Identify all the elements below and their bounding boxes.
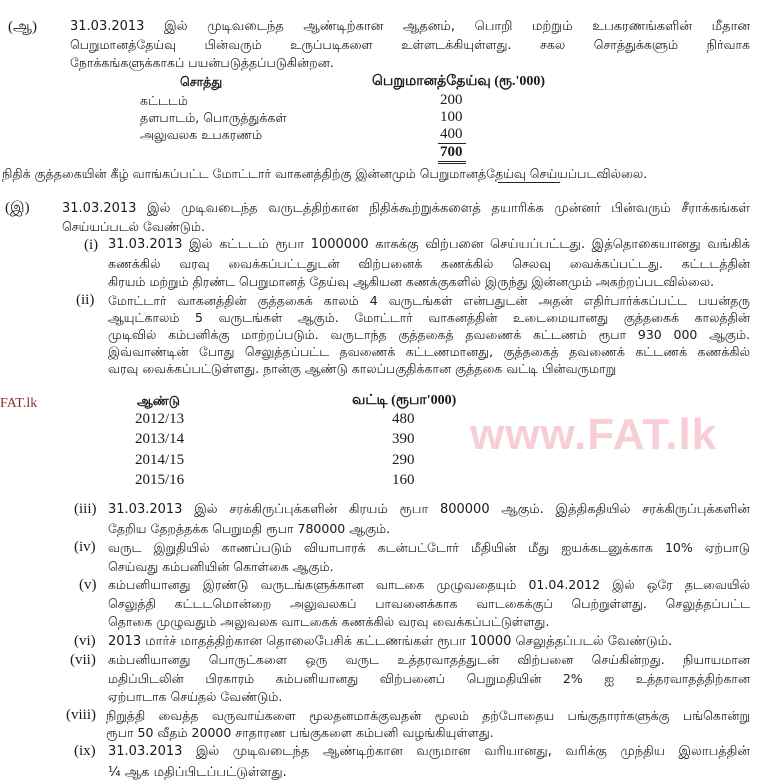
item-viii-label: (viii)	[66, 707, 96, 723]
text-line: செய்வது கம்பனியின் கொள்கை ஆகும்.	[108, 559, 334, 574]
interest-year: 2015/16	[135, 472, 185, 488]
interest-value: 160	[392, 472, 415, 488]
text-line: ஏற்பாடாக செய்தல் வேண்டும்.	[108, 689, 283, 704]
interest-year: 2012/13	[135, 411, 185, 427]
section-b-label: (இ)	[5, 200, 30, 216]
text-line: கம்பனியானது பொருட்களை ஒரு வருட உத்தரவாதத்துடன் விற்பனை செய்கின்றது. நியாயமான	[108, 652, 750, 667]
text-line: 31.03.2013 இல் கட்டடம் ரூபா 1000000 காசுக்கு விற்பனை செய்யப்பட்டது. இத்தொகையானது வங்கிக்	[108, 237, 750, 252]
item-i-label: (i)	[84, 237, 99, 253]
text-line: ¼ ஆக மதிப்பிடப்பட்டுள்ளது.	[108, 765, 287, 780]
text-line: செய்யப்படல் வேண்டும்.	[62, 218, 205, 234]
section-a-label: (ஆ)	[8, 19, 37, 35]
table1-header-depreciation: பெறுமானத்தேய்வு (ரூ.'000)	[372, 74, 546, 89]
text-line: வரவு வைக்கப்பட்டுள்ளது. நான்கு ஆண்டு காலப்பகுதிக்கான குத்தகை வட்டி பின்வருமாறு	[108, 361, 617, 376]
table1-value: 400	[440, 126, 463, 142]
text-line: 31.03.2013 இல் முடிவடைந்த ஆண்டிற்கான வருமான வரியானது, வரிக்கு முந்திய இலாபத்தின்	[108, 744, 750, 759]
text-line: தேறிய தேறத்தக்க பெறுமதி ரூபா 780000 ஆகும்.	[108, 521, 391, 536]
text-line: மோட்டார் வாகனத்தின் குத்தகைக் காலம் 4 வருடங்கள் என்பதுடன் அதன் எதிர்பார்க்கப்பட்ட பயன்தரு	[108, 293, 750, 308]
table1-total: 700	[440, 144, 463, 160]
text-line: 31.03.2013 இல் முடிவடைந்த ஆண்டிற்கான ஆதனம், பொறி மற்றும் உபகரணங்களின் மீதான	[70, 19, 750, 34]
watermark: www.FAT.lk	[470, 410, 718, 459]
interest-value: 290	[392, 452, 415, 468]
side-mark: FAT.lk	[0, 396, 38, 411]
text-line: 31.03.2013 இல் சரக்கிருப்புக்களின் கிரயம் ரூபா 800000 ஆகும். இத்திகதியில் சரக்கிருப்புக்களின்	[108, 502, 750, 517]
text-line: முடிவில் கம்பனிக்கு மாற்றப்படும். வருடாந்த குத்தகைத் தவணைக் கட்டணம் ரூபா 930 000 ஆகும்.	[108, 327, 750, 342]
item-ix-label: (ix)	[74, 743, 96, 759]
text-line: கம்பனியானது இரண்டு வருடங்களுக்கான வாடகை முழுவதையும் 01.04.2012 இல் ஒரே தடவையில்	[108, 577, 750, 592]
item-ii-label: (ii)	[76, 292, 95, 308]
text-line: இவ்வாண்டின் போது செலுத்தப்பட்ட தவணைக் கட்டணமானது, குத்தகைத் தவணைக் கட்டணக் கணக்கில்	[108, 344, 750, 359]
text-line: செலுத்தி கட்டடமொன்றை அலுவலகப் பாவனைக்காக வாடகைக்குப் பெற்றுள்ளது. செலுத்தப்பட்ட	[108, 595, 750, 611]
interest-value: 480	[392, 411, 415, 427]
text-line: ரூபா 50 வீதம் 20000 சாதாரண பங்குகளை கம்பனி வழங்கியுள்ளது.	[106, 725, 494, 740]
total-double-rule	[438, 161, 466, 162]
item-iv-label: (iv)	[74, 539, 96, 555]
text-line: மதிப்பிடலின் பிரகாரம் கம்பனியானது விற்பனைப் பெறுமதியின் 2% ஐ உத்தரவாதத்திற்கான	[108, 670, 750, 686]
note-underline	[498, 182, 560, 183]
item-vi-label: (vi)	[74, 633, 96, 649]
table1-value: 100	[440, 109, 463, 125]
text-line: நோக்கங்களுக்காகப் பயன்படுத்தப்படுகின்றன.	[70, 55, 334, 70]
text-line: வருட இறுதியில் காணப்படும் வியாபாரக் கடன்பட்டோர் மீதியின் மீது ஐயக்கடனுக்காக 10% ஏற்பாடு	[108, 540, 750, 555]
interest-header-year: ஆண்டு	[137, 393, 180, 408]
total-double-rule	[438, 163, 466, 164]
text-line: நிறுத்தி வைத்த வருவாய்களை மூலதனமாக்குவதன் மூலம் தற்போதைய பங்குதாரர்களுக்கு பங்கொன்று	[106, 708, 750, 723]
interest-year: 2013/14	[135, 431, 185, 447]
depreciation-note: நிதிக் குத்தகையின் கீழ் வாங்கப்பட்ட மோட்டார் வாகனத்திற்கு இன்னமும் பெறுமானத்தேய்வு செய்யப்படவில்லை.	[2, 166, 648, 181]
text-line: ஆயுட்காலம் 5 வருடங்கள் ஆகும். மோட்டார் வாகனத்தின் உடைமையானது குத்தகைக் காலத்தின்	[108, 310, 750, 325]
table1-asset: அலுவலக உபகரணம்	[140, 127, 263, 142]
table1-header-asset: சொத்து	[180, 74, 223, 89]
table1-asset: தளபாடம், பொருத்துக்கள்	[140, 110, 287, 125]
text-line: 2013 மார்ச் மாதத்திற்கான தொலைபேசிக் கட்டணங்கள் ரூபா 10000 செலுத்தப்படல் வேண்டும்.	[108, 634, 673, 649]
text-line: கணக்கில் வரவு வைக்கப்பட்டதுடன் விற்பனைக் கணக்கில் செலவு வைக்கப்பட்டது. கட்டடத்தின்	[108, 255, 750, 271]
item-vii-label: (vii)	[70, 652, 96, 668]
text-line: பெறுமானத்தேய்வு பின்வரும் உருப்படிகளை உள்ளடக்கியுள்ளது. சகல சொத்துக்களும் நிர்வாக	[70, 37, 750, 52]
table1-value: 200	[440, 92, 463, 108]
interest-header-amount: வட்டி (ரூபா'000)	[352, 393, 457, 408]
interest-year: 2014/15	[135, 452, 185, 468]
table1-asset: கட்டடம்	[140, 93, 188, 108]
interest-value: 390	[392, 431, 415, 447]
item-v-label: (v)	[79, 577, 97, 593]
item-iii-label: (iii)	[74, 501, 97, 517]
text-line: தொகை முழுவதும் அலுவலக வாடகைக் கணக்கில் வரவு வைக்கப்பட்டுள்ளது.	[108, 614, 550, 630]
text-line: 31.03.2013 இல் முடிவடைந்த வருடத்திற்கான நிதிக்கூற்றுக்களைத் தயாரிக்க முன்னர் பின்வரும் சீராக்கங்கள்	[62, 201, 750, 216]
text-line: கிரயம் மற்றும் திரண்ட பெறுமானத் தேய்வு ஆகியன கணக்குகளில் இருந்து இன்னமும் அகற்றப்படவில்லை.	[108, 274, 715, 289]
